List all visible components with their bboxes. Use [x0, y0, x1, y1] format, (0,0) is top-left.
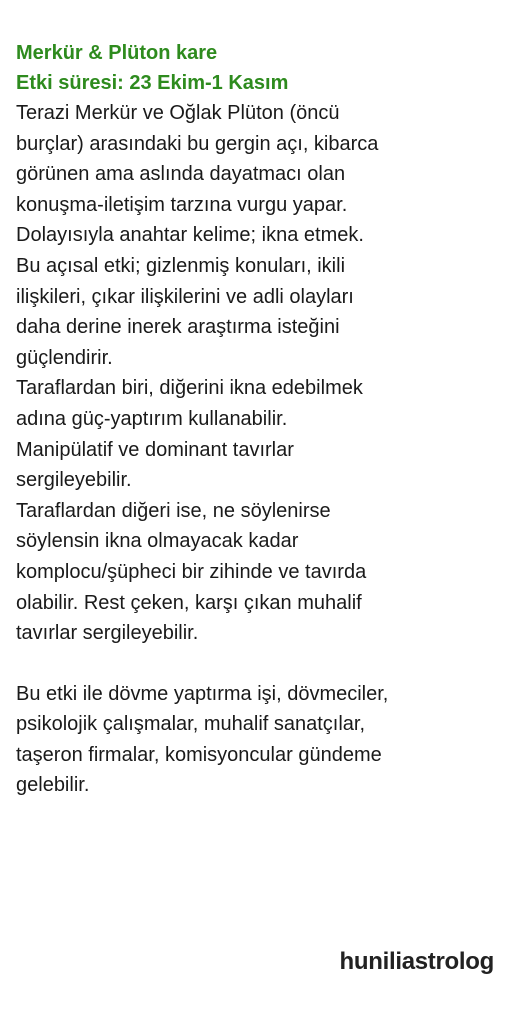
- body-line: daha derine inerek araştırma isteğini: [16, 316, 340, 339]
- closing-line: psikolojik çalışmalar, muhalif sanatçılar,: [16, 713, 366, 736]
- document-body: [16, 38, 508, 801]
- body-line: burçlar) arasındaki bu gergin açı, kibarca: [16, 132, 379, 155]
- body-line: Terazi Merkür ve Oğlak Plüton (öncü: [16, 102, 340, 124]
- body-line: görünen ama aslında dayatmacı olan: [16, 163, 346, 186]
- body-line: tavırlar sergileyebilir.: [16, 622, 199, 645]
- closing-line: Bu etki ile dövme yaptırma işi, dövmeciler,: [16, 682, 389, 705]
- body-line: komplocu/şüpheci bir zihinde ve tavırda: [16, 560, 367, 583]
- closing-line: taşeron firmalar, komisyoncular gündeme: [16, 743, 382, 766]
- body-line: söylensin ikna olmayacak kadar: [16, 530, 299, 553]
- author-signature: huniliastrolog: [339, 948, 494, 975]
- body-line: konuşma-iletişim tarzına vurgu yapar.: [16, 193, 348, 216]
- body-line: olabilir. Rest çeken, karşı çıkan muhalif: [16, 591, 362, 614]
- paragraph-gap: [16, 649, 508, 679]
- document-title: Merkür & Plüton kare: [16, 42, 218, 64]
- body-line: Manipülatif ve dominant tavırlar: [16, 438, 294, 461]
- body-line: Bu açısal etki; gizlenmiş konuları, ikili: [16, 254, 346, 277]
- body-line: ilişkileri, çıkar ilişkilerini ve adli olayları: [16, 285, 354, 308]
- closing-line: gelebilir.: [16, 774, 90, 797]
- body-line: sergileyebilir.: [16, 469, 132, 492]
- body-line: Dolayısıyla anahtar kelime; ikna etmek.: [16, 224, 364, 247]
- body-line: adına güç-yaptırım kullanabilir.: [16, 407, 288, 430]
- body-line: Taraflardan biri, diğerini ikna edebilmek: [16, 377, 363, 400]
- body-line: güçlendirir.: [16, 346, 113, 369]
- body-line: Taraflardan diğeri ise, ne söylenirse: [16, 499, 331, 522]
- effect-duration: Etki süresi: 23 Ekim-1 Kasım: [16, 72, 289, 94]
